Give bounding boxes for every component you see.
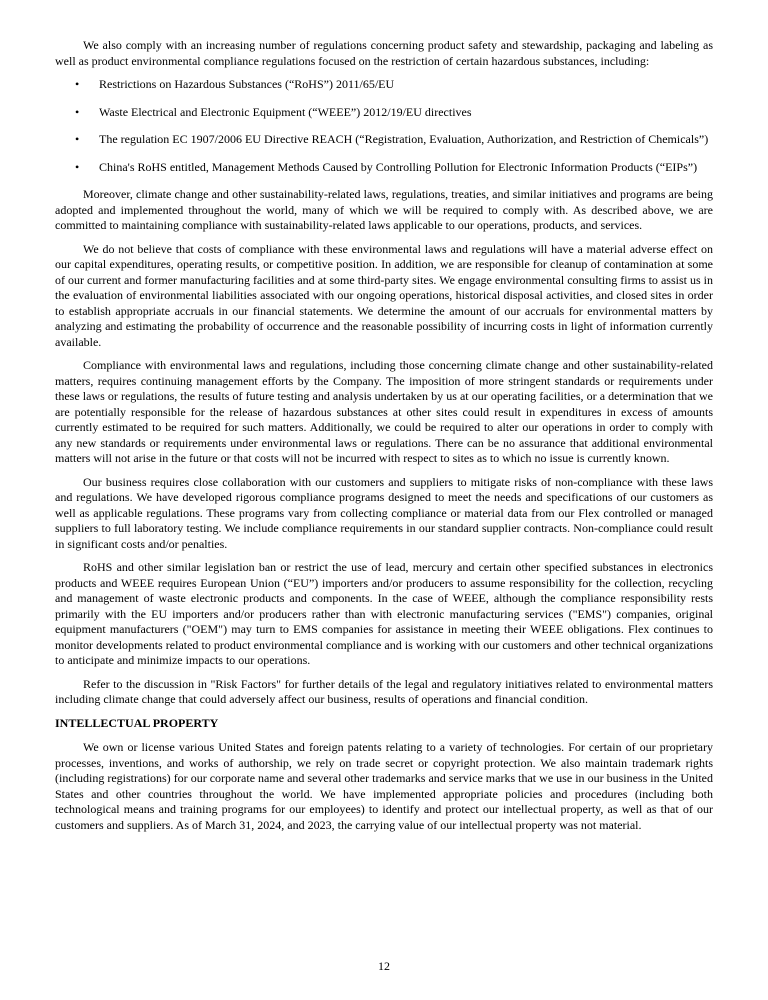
page-content: [55, 38, 713, 833]
paragraph-customer-collaboration: Our business requires close collaboration with our customers and suppliers to mitigate risks of non-compliance with these laws and regulations. We have developed rigorous compliance programs designed to meet the needs and specifications of our customers as well as applicable regulations. These programs vary from collecting compliance or material data from our Flex controlled or managed suppliers to full laboratory testing. We include compliance requirements in our standard supplier contracts. Non-compliance could result in significant costs and/or penalties.: [55, 474, 713, 551]
paragraph-rohs-weee-detail: RoHS and other similar legislation ban or restrict the use of lead, mercury and certain other specified substances in electronics products and WEEE requires European Union (“EU”) importers and/or producers to assume responsibility for the collection, recycling and management of waste electronic products and components. In the case of WEEE, although the compliance responsibility rests primarily with the EU importers and/or producers rather than with electronic manufacturing services ("EMS") companies, original equipment manufacturers ("OEM") may turn to EMS companies for assistance in meeting their WEEE obligations. Flex continues to monitor developments related to product environmental compliance and is working with our customers and other technical organizations to anticipate and minimize impacts to our operations.: [55, 560, 713, 667]
bullet-text-china-rohs: China's RoHS entitled, Management Methods Caused by Controlling Pollution for Electronic Information Products (“EIPs”): [99, 159, 698, 174]
paragraph-risk-factors-reference: Refer to the discussion in "Risk Factors" for further details of the legal and regulatory initiatives related to environmental matters including climate change that could adversely affect our business, results of operations and financial condition.: [55, 676, 713, 706]
bullet-text-weee: Waste Electrical and Electronic Equipment (“WEEE”) 2012/19/EU directives: [99, 104, 472, 119]
paragraph-compliance-costs: We do not believe that costs of compliance with these environmental laws and regulations will have a material adverse effect on our capital expenditures, operating results, or competitive position. In addition, we are responsible for cleanup of contamination at some of our current and former manufacturing facilities and at some third-party sites. We engage environmental consulting firms to assist us in the evaluation of environmental liabilities associated with our ongoing operations, historical disposal activities, and closed sites in order to establish appropriate accruals in our financial statements. We determine the amount of our accruals for environmental matters by analyzing and estimating the probability of occurrence and the reasonable possibility of incurring costs in light of information currently available.: [55, 241, 713, 349]
bullet-icon: •: [75, 159, 80, 174]
list-item: [55, 105, 713, 121]
list-item: [55, 160, 713, 176]
bullet-icon: •: [75, 132, 80, 146]
list-item: [55, 77, 713, 93]
intro-paragraph: We also comply with an increasing number of regulations concerning product safety and stewardship, packaging and labeling as well as product environmental compliance regulations focused on the restriction of certain hazardous substances, including:: [55, 38, 713, 68]
section-heading-intellectual-property: INTELLECTUAL PROPERTY: [55, 715, 219, 730]
bullet-text-rohs: Restrictions on Hazardous Substances (“RoHS”) 2011/65/EU: [99, 77, 395, 91]
page-number: 12: [378, 958, 390, 973]
bullet-list: [55, 77, 713, 175]
bullet-icon: •: [75, 104, 80, 119]
bullet-text-reach: The regulation EC 1907/2006 EU Directive REACH (“Registration, Evaluation, Authorization, and Restriction of Chemicals”): [99, 132, 709, 146]
paragraph-management-efforts: Compliance with environmental laws and regulations, including those concerning climate change and other sustainability-related matters, requires continuing management efforts by the Company. The imposition of more stringent standards or requirements under these laws or regulations, the results of future testing and analysis undertaken by us at our operating facilities, or a determination that we are potentially responsible for the release of hazardous substances at other sites could result in expenditures in excess of amounts currently estimated to be required for such matters. Additionally, we could be required to alter our operations in order to comply with any new standards or requirements under environmental laws or regulations. There can be no assurance that additional environmental matters will not arise in the future or that costs will not be incurred with respect to sites as to which no issue is currently known.: [55, 358, 713, 465]
paragraph-intellectual-property: We own or license various United States and foreign patents relating to a variety of technologies. For certain of our proprietary processes, inventions, and works of authorship, we rely on trade secret or copyright protection. We also maintain trademark rights (including registrations) for our corporate name and several other trademarks and service marks that we use in our business in the United States and other countries throughout the world. We have implemented appropriate policies and procedures (including both technological means and training programs for our employees) to identify and protect our intellectual property, as well as that of our customers and suppliers. As of March 31, 2024, and 2023, the carrying value of our intellectual property was not material.: [55, 740, 713, 832]
bullet-icon: •: [75, 77, 80, 91]
paragraph-climate-initiatives: Moreover, climate change and other sustainability-related laws, regulations, treaties, and similar initiatives and programs are being adopted and implemented throughout the world, many of which we will be required to comply with. As described above, we are committed to maintaining compliance with sustainability-related laws applicable to our operations, products, and services.: [55, 187, 713, 232]
list-item: [55, 132, 713, 148]
